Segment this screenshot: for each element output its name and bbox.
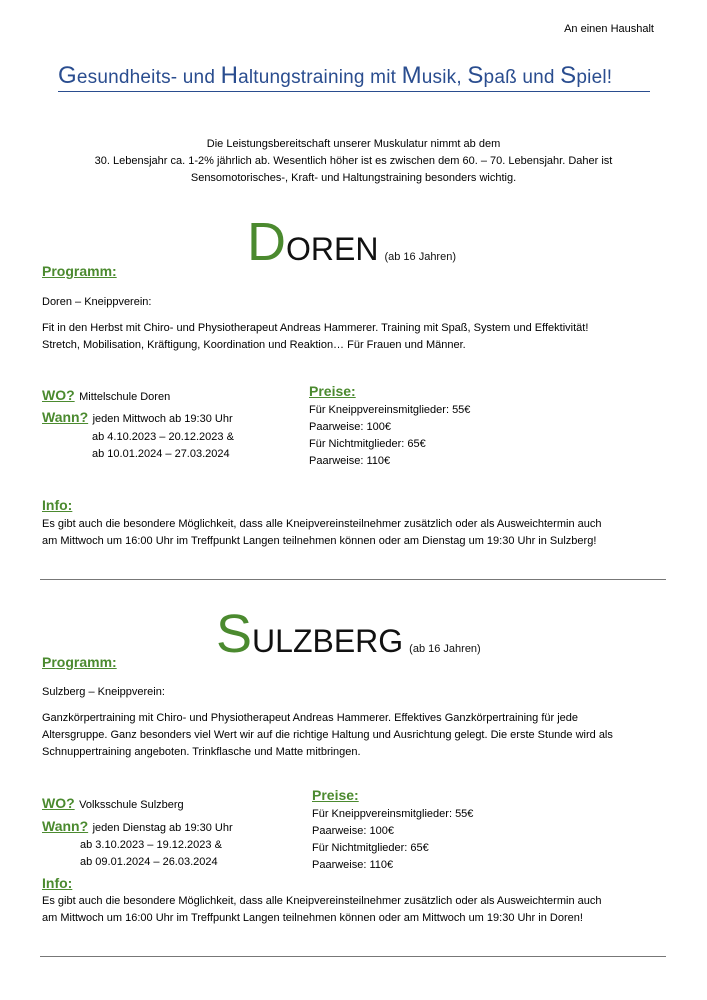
intro-line-3: Sensomotorisches-, Kraft- und Haltungstraining besonders wichtig. [190, 172, 517, 184]
doren-price-2: Paarweise: 100€ [309, 421, 391, 433]
title-cap-5: S [560, 62, 577, 89]
title-part-2: altungstraining mit [238, 67, 402, 88]
doren-info-label: Info: [42, 497, 73, 513]
sulzberg-price-2: Paarweise: 100€ [312, 825, 394, 837]
title-underline [58, 91, 650, 92]
doren-date-1: ab 4.10.2023 – 20.12.2023 & [92, 431, 234, 443]
sulzberg-desc-line-3: Schnuppertraining angeboten. Trinkflasche und Matte mitbringen. [42, 746, 361, 758]
doren-date-2: ab 10.01.2024 – 27.03.2024 [92, 448, 230, 460]
doren-program-label: Programm: [42, 263, 117, 279]
sulzberg-date-2: ab 09.01.2024 – 26.03.2024 [80, 856, 218, 868]
sulzberg-wann-label: Wann? [42, 818, 89, 834]
sulzberg-wann-value: jeden Dienstag ab 19:30 Uhr [92, 822, 233, 834]
doren-price-3: Für Nichtmitglieder: 65€ [309, 438, 426, 450]
doren-time [42, 409, 233, 428]
sulzberg-desc-line-2: Altersgruppe. Ganz besonders viel Wert wir auf die richtige Haltung und Ausrichtung gelegt. Die erste Stunde wird als [42, 729, 613, 741]
sulzberg-heading [216, 603, 481, 665]
title-cap-1: G [58, 62, 77, 89]
page-title [58, 62, 612, 90]
sulzberg-desc-line-1: Ganzkörpertraining mit Chiro- und Physiotherapeut Andreas Hammerer. Effektives Ganzkörpertraining für jede [42, 712, 579, 724]
doren-desc-line-2: Stretch, Mobilisation, Kräftigung, Koordination und Reaktion… Für Frauen und Männer. [42, 339, 466, 351]
doren-prices [309, 402, 470, 470]
sulzberg-price-3: Für Nichtmitglieder: 65€ [312, 842, 429, 854]
doren-heading-rest: OREN [286, 231, 379, 267]
sulzberg-info [42, 893, 692, 927]
sulzberg-dates [80, 837, 222, 871]
section-divider-2 [40, 956, 666, 957]
title-cap-4: S [467, 62, 484, 89]
sulzberg-heading-rest: ULZBERG [252, 623, 404, 659]
doren-info-line-1: Es gibt auch die besondere Möglichkeit, dass alle Kneipvereinsteilnehmer zusätzlich oder als Ausweichtermin auch [42, 518, 602, 530]
sulzberg-heading-initial: S [216, 604, 253, 664]
title-cap-3: M [401, 62, 422, 89]
doren-location [42, 387, 170, 406]
intro-line-1: Die Leistungsbereitschaft unserer Muskulatur nimmt ab dem [206, 138, 501, 150]
doren-wann-label: Wann? [42, 409, 89, 425]
sulzberg-club: Sulzberg – Kneippverein: [42, 686, 165, 698]
doren-club: Doren – Kneippverein: [42, 296, 152, 308]
title-part-5: piel! [576, 67, 613, 88]
intro-line-2: 30. Lebensjahr ca. 1-2% jährlich ab. Wesentlich höher ist es zwischen dem 60. – 70. Lebensjahr. Daher ist [94, 155, 613, 167]
doren-price-1: Für Kneippvereinsmitglieder: 55€ [309, 404, 471, 416]
sulzberg-info-line-2: am Mittwoch um 16:00 Uhr im Treffpunkt Langen teilnehmen können oder am Mittwoch um 19:30 Uhr in Doren! [42, 912, 583, 924]
doren-wo-label: WO? [42, 387, 75, 403]
sulzberg-info-line-1: Es gibt auch die besondere Möglichkeit, dass alle Kneipvereinsteilnehmer zusätzlich oder als Ausweichtermin auch [42, 895, 602, 907]
sulzberg-description [42, 710, 692, 761]
doren-info [42, 516, 682, 550]
sulzberg-price-4: Paarweise: 110€ [312, 859, 394, 871]
sulzberg-price-1: Für Kneippvereinsmitglieder: 55€ [312, 808, 474, 820]
sulzberg-info-label: Info: [42, 875, 73, 891]
doren-wo-value: Mittelschule Doren [79, 391, 171, 403]
doren-info-line-2: am Mittwoch um 16:00 Uhr im Treffpunkt Langen teilnehmen können oder am Dienstag um 19:30 Uhr in Sulzberg! [42, 535, 597, 547]
section-divider-1 [40, 579, 666, 580]
doren-heading-initial: D [247, 212, 286, 272]
title-part-4: paß und [483, 67, 561, 88]
doren-prices-label: Preise: [309, 383, 356, 399]
doren-heading [247, 211, 456, 273]
doren-description [42, 320, 682, 354]
sulzberg-location [42, 795, 184, 814]
doren-dates [92, 429, 234, 463]
sulzberg-date-1: ab 3.10.2023 – 19.12.2023 & [80, 839, 222, 851]
sulzberg-age: (ab 16 Jahren) [409, 643, 481, 655]
sulzberg-wo-label: WO? [42, 795, 75, 811]
sulzberg-prices [312, 806, 473, 874]
recipient-note: An einen Haushalt [564, 23, 654, 35]
title-part-1: esundheits- und [76, 67, 221, 88]
doren-desc-line-1: Fit in den Herbst mit Chiro- und Physiotherapeut Andreas Hammerer. Training mit Spaß, System und Effektivität! [42, 322, 589, 334]
doren-wann-value: jeden Mittwoch ab 19:30 Uhr [92, 413, 233, 425]
sulzberg-time [42, 818, 233, 837]
intro-text [20, 136, 687, 187]
doren-age: (ab 16 Jahren) [384, 251, 456, 263]
title-cap-2: H [220, 62, 239, 89]
sulzberg-wo-value: Volksschule Sulzberg [79, 799, 184, 811]
sulzberg-program-label: Programm: [42, 654, 117, 670]
doren-price-4: Paarweise: 110€ [309, 455, 391, 467]
title-part-3: usik, [421, 67, 468, 88]
sulzberg-prices-label: Preise: [312, 787, 359, 803]
